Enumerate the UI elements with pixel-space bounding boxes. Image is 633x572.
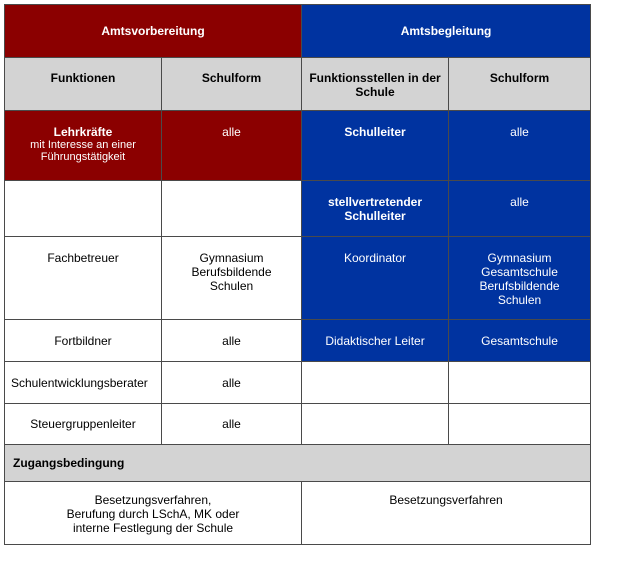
cell-left-function: Schulentwicklungsberater bbox=[5, 362, 162, 404]
cell-right-schulform bbox=[449, 362, 591, 404]
function-lehrkraefte: Lehrkräfte bbox=[53, 125, 113, 139]
header-row bbox=[5, 58, 591, 111]
cell-left-schulform: alle bbox=[162, 362, 302, 404]
header-schulform-left: Schulform bbox=[162, 58, 302, 111]
table-row bbox=[5, 320, 591, 362]
cell-right-function: Schulleiter bbox=[302, 111, 449, 181]
zugang-left-line-2: Berufung durch LSchA, MK oder bbox=[66, 507, 240, 521]
cell-left-schulform: alle bbox=[162, 111, 302, 181]
header-funktionen: Funktionen bbox=[5, 58, 162, 111]
zugang-right: Besetzungsverfahren bbox=[302, 482, 591, 545]
cell-right-schulform bbox=[449, 404, 591, 445]
cell-right-function: Didaktischer Leiter bbox=[302, 320, 449, 362]
cell-right-function: stellvertretender Schulleiter bbox=[302, 181, 449, 237]
title-row bbox=[5, 5, 591, 58]
role-overview-table bbox=[4, 4, 591, 545]
table-row bbox=[5, 181, 591, 237]
zugang-left-line-1: Besetzungsverfahren, bbox=[94, 493, 212, 507]
cell-right-schulform: alle bbox=[449, 181, 591, 237]
header-funktionsstellen: Funktionsstellen in der Schule bbox=[302, 58, 449, 111]
cell-left-schulform bbox=[162, 181, 302, 237]
title-amtsvorbereitung: Amtsvorbereitung bbox=[5, 5, 302, 58]
function-lehrkraefte-sub: mit Interesse an einer Führungstätigkeit bbox=[30, 139, 136, 163]
cell-left-function bbox=[5, 181, 162, 237]
zugang-left-line-3: interne Festlegung der Schule bbox=[72, 521, 234, 535]
table-row bbox=[5, 111, 591, 181]
cell-right-schulform: alle bbox=[449, 111, 591, 181]
table-row bbox=[5, 362, 591, 404]
cell-right-function: Koordinator bbox=[302, 237, 449, 320]
cell-left-function bbox=[5, 111, 162, 181]
cell-right-function bbox=[302, 362, 449, 404]
cell-left-schulform: Gymnasium Berufsbildende Schulen bbox=[162, 237, 302, 320]
cell-right-function bbox=[302, 404, 449, 445]
table-row bbox=[5, 404, 591, 445]
cell-left-function: Steuergruppenleiter bbox=[5, 404, 162, 445]
cell-right-schulform: Gymnasium Gesamtschule Berufsbildende Schulen bbox=[449, 237, 591, 320]
header-schulform-right: Schulform bbox=[449, 58, 591, 111]
cell-left-schulform: alle bbox=[162, 404, 302, 445]
zugang-left bbox=[5, 482, 302, 545]
zugang-row bbox=[5, 482, 591, 545]
cell-left-function: Fortbildner bbox=[5, 320, 162, 362]
cell-left-function: Fachbetreuer bbox=[5, 237, 162, 320]
cell-right-schulform: Gesamtschule bbox=[449, 320, 591, 362]
table-row bbox=[5, 237, 591, 320]
zugangsbedingung-label: Zugangsbedingung bbox=[5, 445, 591, 482]
title-amtsbegleitung: Amtsbegleitung bbox=[302, 5, 591, 58]
zugang-header-row bbox=[5, 445, 591, 482]
cell-left-schulform: alle bbox=[162, 320, 302, 362]
